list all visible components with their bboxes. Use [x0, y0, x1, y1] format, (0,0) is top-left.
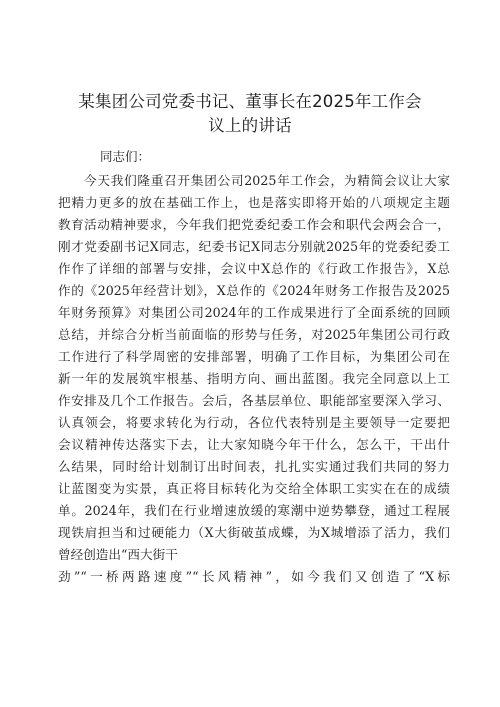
speech-body [58, 170, 450, 588]
body-line: 今天我们隆重召开集团公司2025年工作会，为精简会议让大家 [84, 173, 450, 188]
body-line: 刚才党委副书记X同志，纪委书记X同志分别就2025年的党委纪委工 [58, 239, 450, 254]
body-line: 作作了详细的部署与安排，会议中X总作的《行政工作报告》，X总 [58, 261, 450, 276]
title-line: 某集团公司党委书记、董事长在2025年工作会 [78, 92, 422, 111]
body-line: 教育活动精神要求，今年我们把党委纪委工作会和职代会两会合一， [58, 217, 450, 232]
body-line: 认真领会，将要求转化为行动，各位代表特别是主要领导一定要把 [58, 415, 450, 430]
body-line: 会议精神传达落实下去，让大家知晓今年干什么，怎么干，干出什 [58, 437, 450, 452]
body-line: 年财务预算》对集团公司2024年的工作成果进行了全面系统的回顾 [58, 305, 450, 320]
body-line: 让蓝图变为实景，真正将目标转化为交给全体职工实实在在的成绩 [58, 481, 450, 496]
body-line: 么结果，同时给计划制订出时间表，扎扎实实通过我们共同的努力 [58, 459, 450, 474]
body-line: 工作进行了科学周密的安排部署，明确了工作目标，为集团公司在 [58, 349, 450, 364]
body-line: 总结，并综合分析当前面临的形势与任务，对2025年集团公司行政 [58, 327, 450, 342]
document-title [40, 90, 460, 138]
body-line: 曾经创造出“西大街干 [58, 547, 178, 562]
body-line: 作的《2025年经营计划》，X总作的《2024年财务工作报告及2025 [58, 283, 450, 298]
body-line: 劲”“一桥两路速度”“长风精神”，如今我们又创造了“X标 [58, 569, 450, 584]
salutation: 同志们： [100, 149, 151, 164]
body-line: 现铁肩担当和过硬能力（X大街破茧成蝶，为X城增添了活力，我们 [58, 525, 450, 540]
body-line: 作安排及几个工作报告。会后，各基层单位、职能部室要深入学习、 [58, 393, 450, 408]
body-line: 新一年的发展筑牢根基、指明方向、画出蓝图。我完全同意以上工 [58, 371, 450, 386]
body-line: 单。2024年，我们在行业增速放缓的寒潮中逆势攀登，通过工程展 [58, 503, 450, 518]
body-line: 把精力更多的放在基础工作上，也是落实即将开始的八项规定主题 [58, 195, 450, 210]
title-line: 议上的讲话 [208, 116, 292, 135]
